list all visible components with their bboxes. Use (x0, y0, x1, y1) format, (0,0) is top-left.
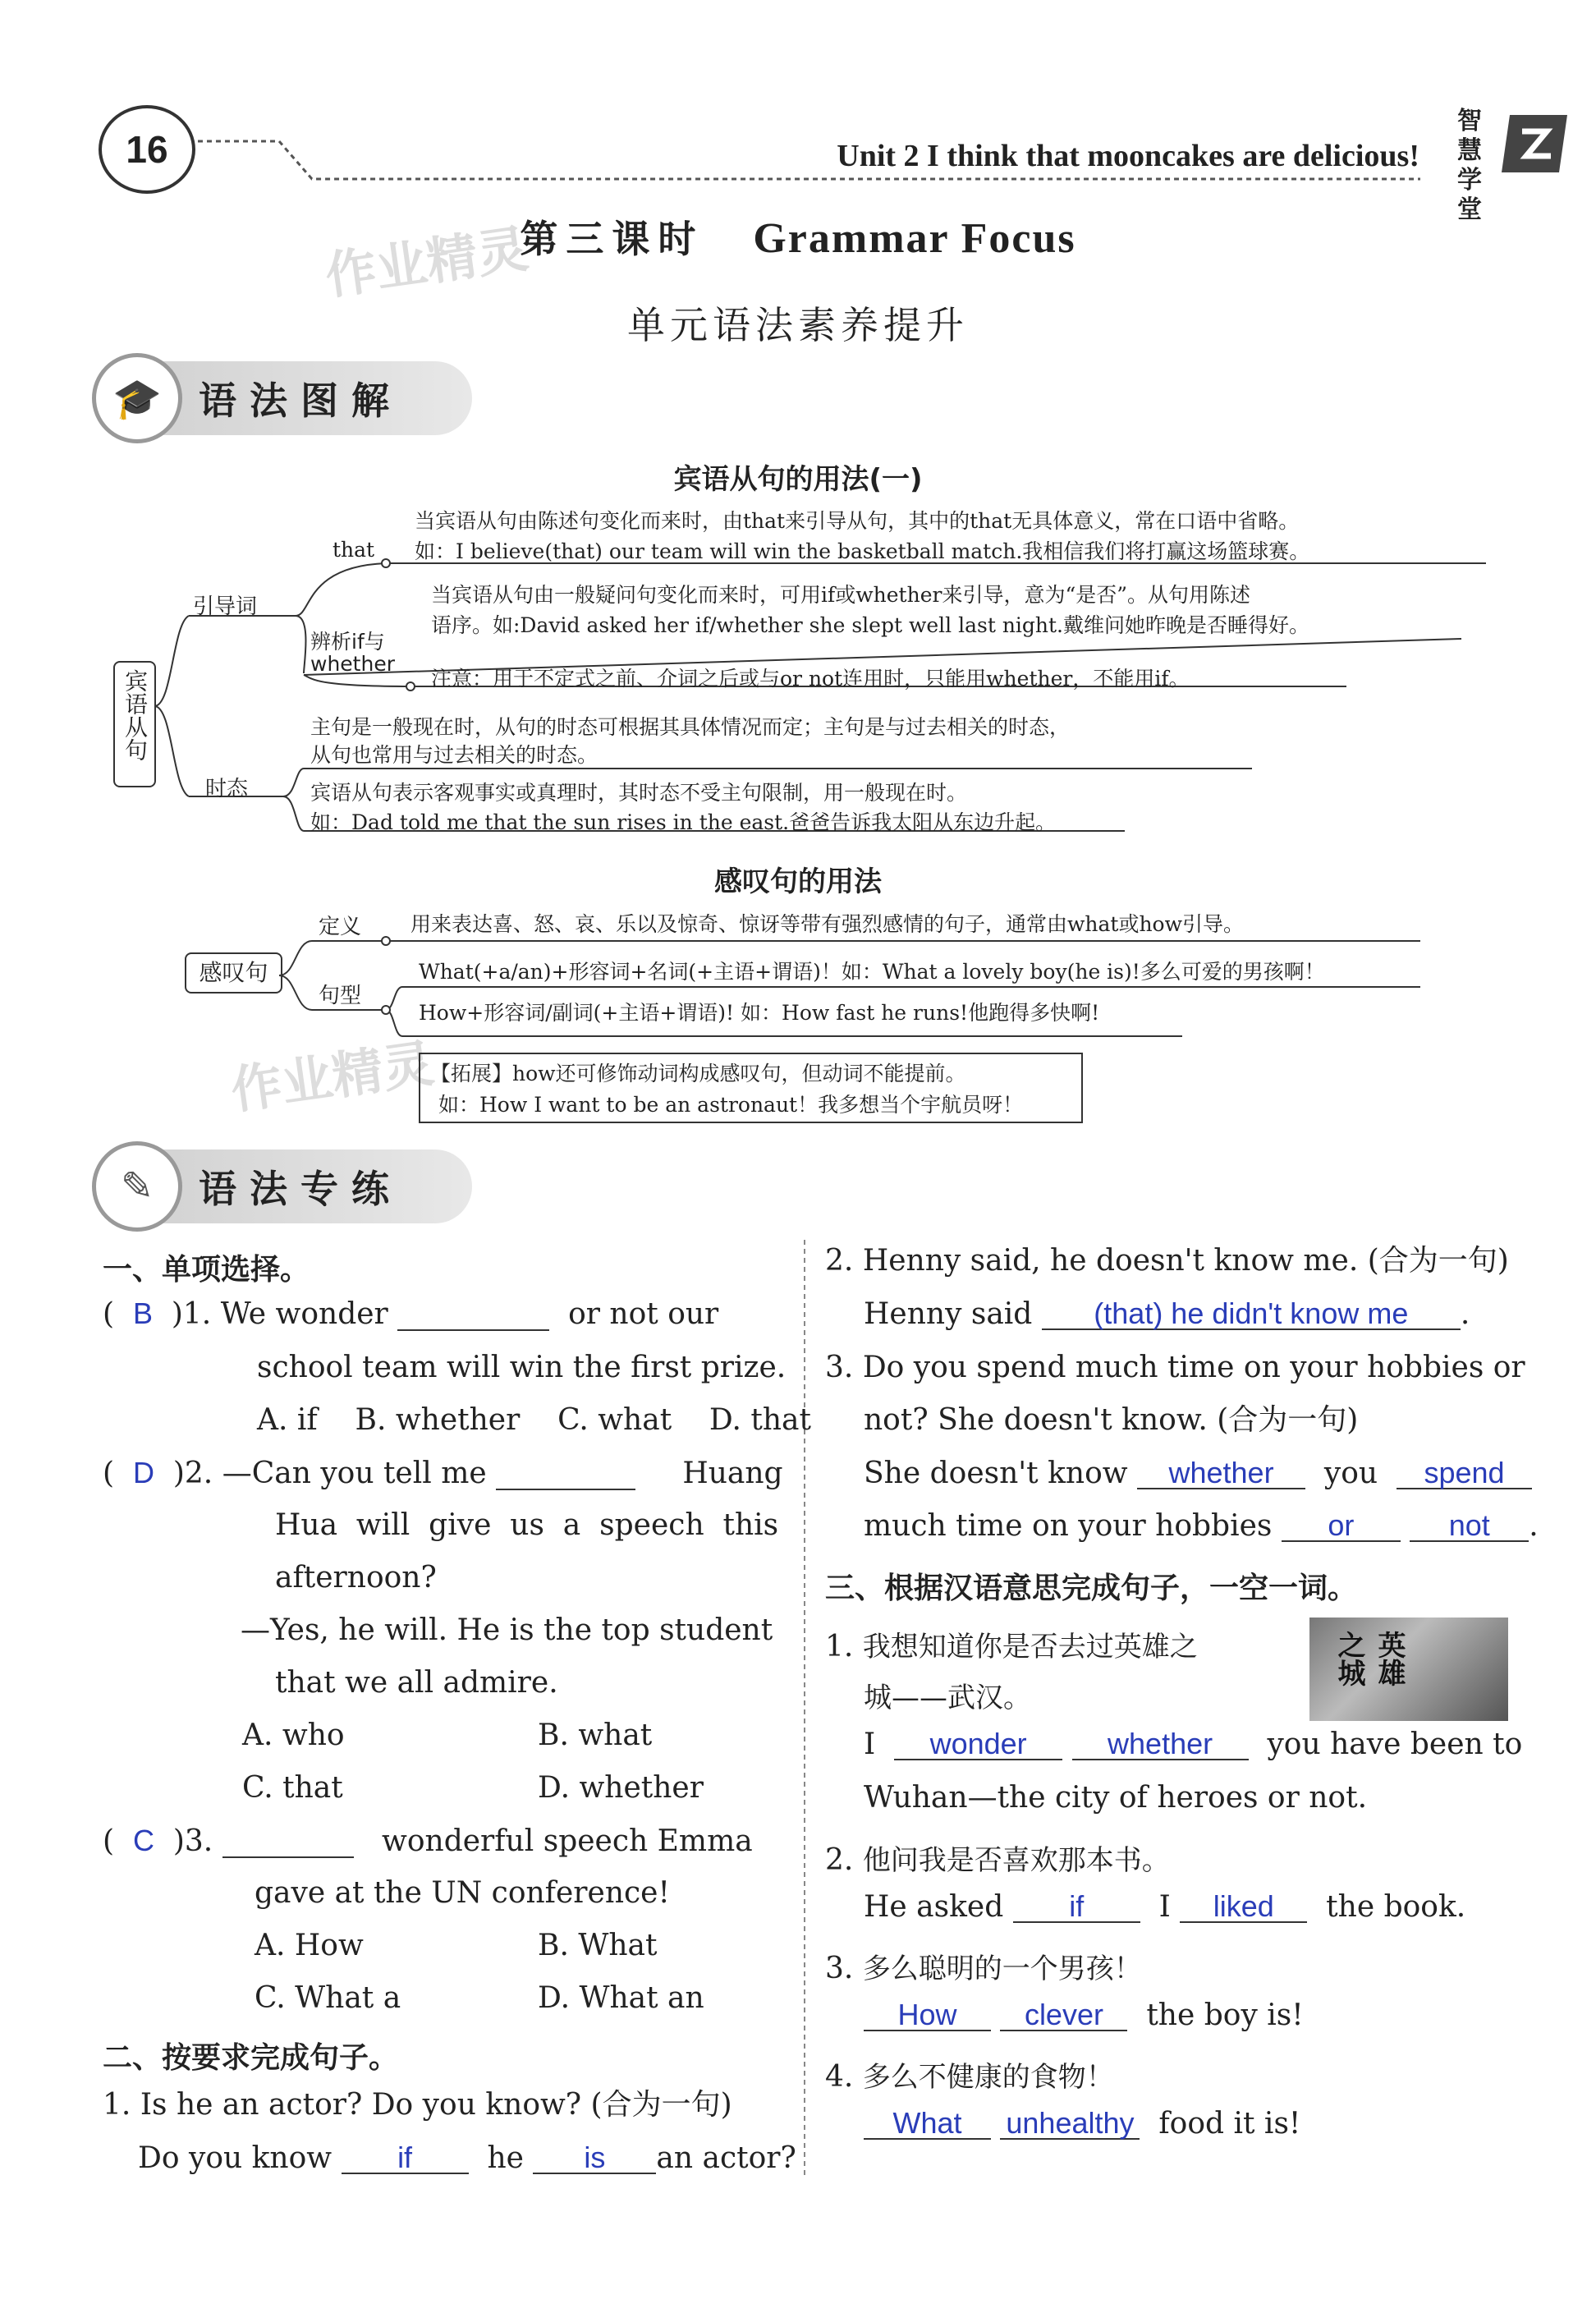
q2-optA: A. who (242, 1719, 345, 1752)
that-label: that (332, 538, 375, 562)
p3-answer-line1: She doesn't know whether you spend (864, 1458, 1532, 1489)
q2-optD: D. whether (538, 1771, 704, 1805)
p3-blank4[interactable]: not (1410, 1511, 1529, 1542)
p2-question: 2. Henny said, he doesn't know me. (合为一句) (825, 1244, 1509, 1278)
watermark-2: 作业精灵 (227, 1033, 438, 1121)
ifw-line1: 当宾语从句由一般疑问句变化而来时，可用if或whether来引导，意为“是否”。从句用陈述 (431, 583, 1251, 607)
q2-answer: D (132, 1456, 154, 1489)
p3-line1: 3. Do you spend much time on your hobbies or (825, 1351, 1525, 1384)
type-how: How+形容词/副词(+主语+谓语)! 如：How fast he runs!他跑得多快啊! (419, 1001, 1100, 1025)
q3-line1: ( C )3. wonderful speech Emma (103, 1824, 753, 1858)
q3-optD: D. What an (538, 1981, 704, 2015)
lesson-subtitle: 单元语法素养提升 (627, 303, 969, 347)
q1-answer: B (132, 1296, 153, 1330)
grammar-focus: Grammar Focus (753, 215, 1076, 262)
q2-blank[interactable] (496, 1459, 635, 1490)
def-label: 定义 (319, 915, 362, 939)
q2-optC: C. that (242, 1771, 343, 1805)
q3-line2: gave at the UN conference! (255, 1876, 670, 1910)
p1-blank1[interactable]: if (342, 2143, 469, 2174)
q3-optC: C. What a (255, 1981, 401, 2015)
t3-blank2[interactable]: clever (1000, 2000, 1127, 2031)
t1-line3: Wuhan—the city of heroes or not. (864, 1781, 1368, 1815)
unit-title: Unit 2 I think that mooncakes are delicious! (837, 139, 1419, 173)
lesson-title (0, 209, 1596, 264)
q2-line5: that we all admire. (275, 1666, 558, 1700)
t4-blank2[interactable]: unhealthy (1000, 2109, 1140, 2140)
tense-line3: 宾语从句表示客观事实或真理时，其时态不受主句限制，用一般现在时。 (310, 781, 968, 805)
p1-answer-line: Do you know if he is an actor? (138, 2141, 796, 2175)
column-divider (800, 1240, 809, 2184)
p3-blank1[interactable]: whether (1137, 1458, 1305, 1489)
diagram1-root: 宾语从句 (113, 661, 156, 787)
p3-blank3[interactable]: or (1282, 1511, 1401, 1542)
p3-line2: not? She doesn't know. (合为一句) (864, 1403, 1359, 1437)
graduation-cap-icon: 🎓 (92, 353, 182, 443)
brand-bottom: 学堂 (1457, 166, 1482, 224)
brand-label (1450, 107, 1489, 225)
t2-answer-line: He asked if I liked the book. (864, 1889, 1466, 1924)
lesson-number: 第三课时 (520, 217, 704, 261)
p1-question: 1. Is he an actor? Do you know? (合为一句) (103, 2088, 732, 2122)
q1-line1: ( B )1. We wonder or not our (103, 1296, 719, 1331)
t3-cn: 3. 多么聪明的一个男孩！ (825, 1952, 1142, 1985)
q2-line3: afternoon? (275, 1561, 437, 1595)
branch-intro-label: 引导词 (193, 594, 258, 619)
q2-line2: Hua will give us a speech this (275, 1508, 779, 1542)
ext-line1: 【拓展】how还可修饰动词构成感叹句，但动词不能提前。 (430, 1062, 966, 1085)
section1-title: 一、单项选择。 (103, 1253, 310, 1287)
type-what: What(+a/an)+形容词+名词(+主语+谓语)！如：What a lovely boy(he is)!多么可爱的男孩啊！ (419, 960, 1325, 984)
q3-answer: C (132, 1824, 154, 1857)
ifw-label2: whether (310, 652, 395, 676)
brand-logo-icon (1502, 111, 1571, 177)
q1-line2: school team will win the first prize. (257, 1351, 787, 1384)
q1-options: A. if B. whether C. what D. that (257, 1403, 811, 1437)
heroes-city-image-label: 英雄之城 (1332, 1631, 1406, 1686)
pencil-icon: ✎ (92, 1141, 182, 1232)
practice-band (99, 1150, 472, 1223)
tense-line1: 主句是一般现在时，从句的时态可根据其具体情况而定；主句是与过去相关的时态， (310, 715, 1071, 739)
page-number: 16 (99, 105, 195, 194)
t1-answer-line: I wonder whether you have been to (864, 1727, 1523, 1761)
diagram1-heading: 宾语从句的用法(一) (673, 463, 923, 496)
t2-blank1[interactable]: if (1013, 1892, 1140, 1923)
ifw-line2: 语序。如:David asked her if/whether she slept well last night.戴维问她昨晚是否睡得好。 (431, 613, 1310, 637)
section3-title: 三、根据汉语意思完成句子，一空一词。 (825, 1572, 1358, 1605)
t4-blank1[interactable]: What (864, 2109, 991, 2140)
section2-title: 二、按要求完成句子。 (103, 2041, 399, 2075)
p1-blank2[interactable]: is (533, 2143, 656, 2174)
tense-line2: 从句也常用与过去相关的时态。 (310, 743, 598, 767)
q3-optB: B. What (538, 1929, 658, 1962)
t2-blank2[interactable]: liked (1180, 1892, 1307, 1923)
ifw-label1: 辨析if与 (310, 630, 385, 654)
t1-blank2[interactable]: whether (1072, 1729, 1249, 1760)
practice-band-label: 语法专练 (199, 1167, 402, 1211)
t4-answer-line: What unhealthy food it is! (864, 2109, 1300, 2140)
t1-cn1: 1. 我想知道你是否去过英雄之 (825, 1630, 1198, 1663)
ifw-note: 注意：用于不定式之前、介词之后或与or not连用时，只能用whether，不能用if。 (431, 667, 1190, 691)
t4-cn: 4. 多么不健康的食物！ (825, 2060, 1114, 2094)
extension-box (419, 1053, 1083, 1123)
q1-blank[interactable] (397, 1300, 549, 1331)
watermark: 作业精灵 (321, 218, 532, 306)
q2-line4: —Yes, he will. He is the top student (241, 1613, 773, 1647)
p2-blank1[interactable]: (that) he didn't know me (1042, 1299, 1461, 1330)
diagram-band-label: 语法图解 (199, 379, 402, 423)
type-label: 句型 (319, 984, 362, 1008)
t2-cn: 2. 他问我是否喜欢那本书。 (825, 1843, 1170, 1877)
q3-optA: A. How (255, 1929, 364, 1962)
branch-tense-label: 时态 (205, 777, 249, 801)
def-text: 用来表达喜、怒、哀、乐以及惊奇、惊讶等带有强烈感情的句子，通常由what或how引导。 (410, 912, 1245, 936)
p2-answer-line: Henny said (that) he didn't know me . (864, 1296, 1470, 1331)
q2-optB: B. what (538, 1719, 653, 1752)
t3-blank1[interactable]: How (864, 2000, 991, 2031)
ext-line2: 如：How I want to be an astronaut！我多想当个宇航员呀！ (438, 1093, 1024, 1117)
diagram2-root: 感叹句 (185, 952, 282, 993)
tense-line4: 如：Dad told me that the sun rises in the east.爸爸告诉我太阳从东边升起。 (310, 810, 1057, 834)
t3-answer-line: How clever the boy is! (864, 2000, 1304, 2031)
p3-answer-line2: much time on your hobbies or not . (864, 1508, 1539, 1543)
diagram2-heading: 感叹句的用法 (714, 865, 882, 898)
q3-blank[interactable] (222, 1827, 354, 1858)
that-line2: 如：I believe(that) our team will win the basketball match.我相信我们将打赢这场篮球赛。 (415, 539, 1310, 563)
brand-top: 智慧 (1457, 107, 1482, 165)
that-line1: 当宾语从句由陈述句变化而来时，由that来引导从句，其中的that无具体意义，常在口语中省略。 (415, 509, 1300, 533)
q2-line1: ( D )2. —Can you tell me Huang (103, 1456, 783, 1490)
diagram-band (99, 361, 472, 435)
heroes-city-image (1309, 1618, 1508, 1721)
t1-blank1[interactable]: wonder (894, 1729, 1062, 1760)
p3-blank2[interactable]: spend (1396, 1458, 1532, 1489)
t1-cn2: 城——武汉。 (864, 1682, 1031, 1714)
